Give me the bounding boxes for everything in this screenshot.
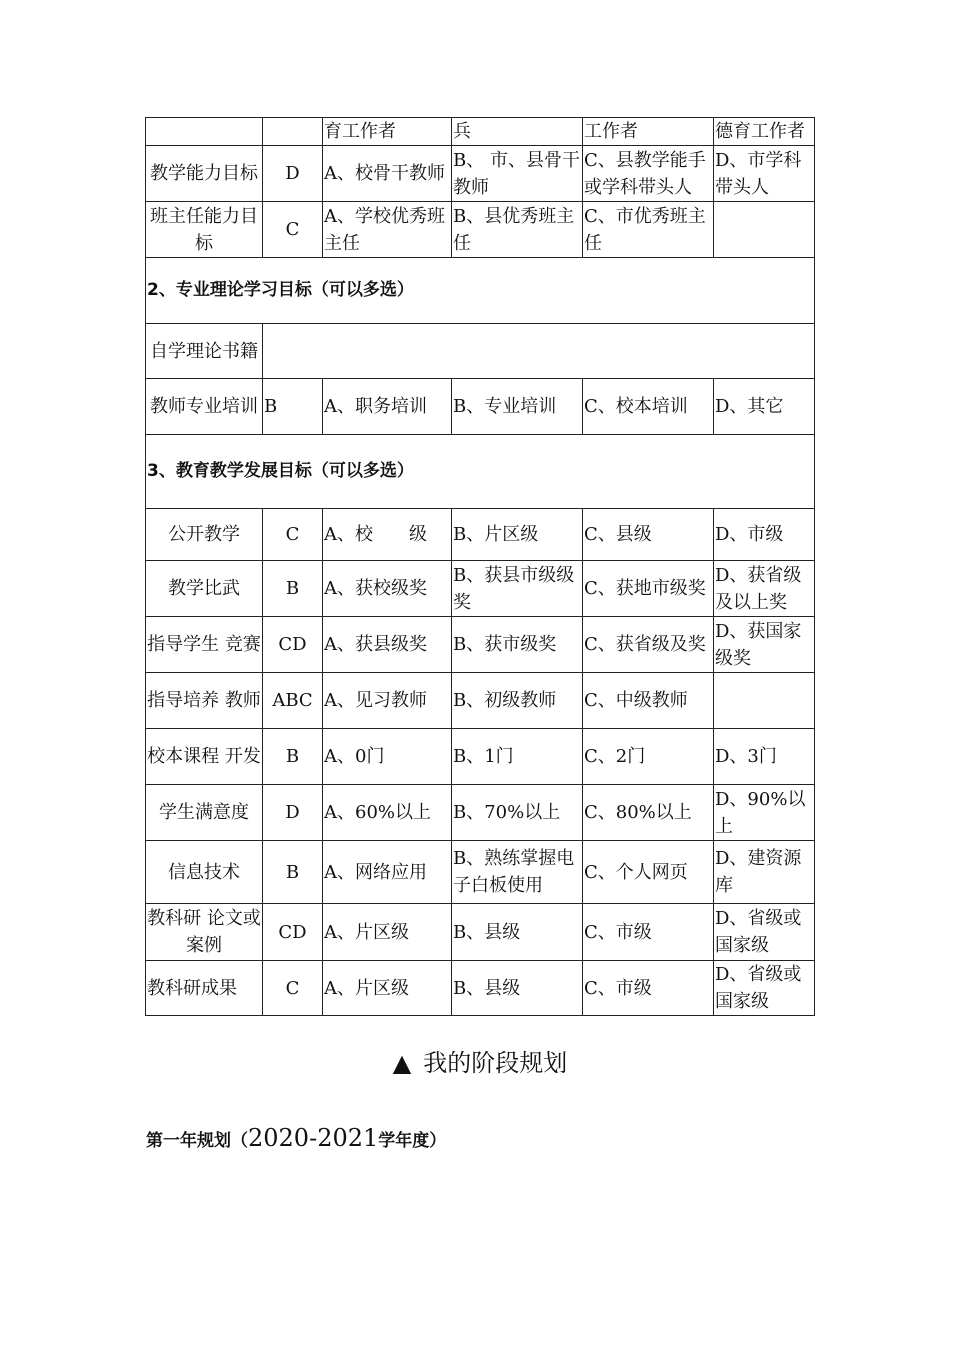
option-c: C、中级教师: [583, 673, 714, 729]
table-row: [146, 904, 815, 961]
row-choice: B: [263, 729, 323, 785]
option-d: D、3门: [714, 729, 815, 785]
table-cell: 德育工作者: [714, 118, 815, 146]
row-label: 班主任能力目标: [146, 202, 263, 258]
option-b: B、获市级奖: [452, 617, 583, 673]
table-row: [146, 561, 815, 617]
option-b: B、片区级: [452, 509, 583, 561]
triangle-icon: ▲: [392, 1049, 412, 1077]
section-title: 3、教育教学发展目标（可以多选）: [146, 435, 815, 509]
table-row: [146, 324, 815, 379]
option-d: D、省级或国家级: [714, 904, 815, 961]
table-row: [146, 841, 815, 904]
option-d: D、市级: [714, 509, 815, 561]
option-a: A、片区级: [323, 961, 452, 1016]
option-c: C、校本培训: [583, 379, 714, 435]
table-cell: 育工作者: [323, 118, 452, 146]
row-label: 教科研成果: [146, 961, 263, 1016]
option-a: A、获校级奖: [323, 561, 452, 617]
table-row: [146, 379, 815, 435]
option-b: B、1门: [452, 729, 583, 785]
option-a: A、网络应用: [323, 841, 452, 904]
year-plan-years: 2020-2021: [248, 1124, 379, 1152]
stage-plan-heading: [0, 1043, 960, 1078]
row-choice: C: [263, 509, 323, 561]
row-label: 指导学生 竞赛: [146, 617, 263, 673]
option-a: A、学校优秀班主任: [323, 202, 452, 258]
option-b: B、获县市级级奖: [452, 561, 583, 617]
option-d: D、获国家级奖: [714, 617, 815, 673]
option-b: B、 市、县骨干教师: [452, 146, 583, 202]
row-choice: B: [263, 561, 323, 617]
option-c: C、个人网页: [583, 841, 714, 904]
goals-table: [145, 117, 815, 1016]
option-c: C、获地市级奖: [583, 561, 714, 617]
option-d: D、建资源库: [714, 841, 815, 904]
year-plan-suffix: 学年度）: [378, 1131, 447, 1151]
heading-text: 我的阶段规划: [423, 1049, 568, 1077]
table-row: [146, 785, 815, 841]
table-header-row: [146, 118, 815, 146]
option-d: D、90%以上: [714, 785, 815, 841]
table-row: [146, 509, 815, 561]
option-a: A、60%以上: [323, 785, 452, 841]
option-a: A、获县级奖: [323, 617, 452, 673]
row-choice: CD: [263, 904, 323, 961]
table-cell: [146, 118, 263, 146]
table-row: [146, 961, 815, 1016]
table-row: [146, 617, 815, 673]
row-label: 教师专业培训: [146, 379, 263, 435]
year-plan-prefix: 第一年规划（: [146, 1131, 248, 1151]
empty-cell: [263, 324, 815, 379]
row-choice: C: [263, 961, 323, 1016]
option-c: C、县教学能手或学科带头人: [583, 146, 714, 202]
option-a: A、校 级: [323, 509, 452, 561]
option-a: A、见习教师: [323, 673, 452, 729]
option-c: C、80%以上: [583, 785, 714, 841]
row-label: 教科研 论文或案例: [146, 904, 263, 961]
option-d: D、获省级及以上奖: [714, 561, 815, 617]
row-choice: D: [263, 146, 323, 202]
option-a: A、校骨干教师: [323, 146, 452, 202]
section-row: [146, 258, 815, 324]
table-row: [146, 729, 815, 785]
option-c: C、获省级及奖: [583, 617, 714, 673]
section-title: 2、专业理论学习目标（可以多选）: [146, 258, 815, 324]
row-choice: D: [263, 785, 323, 841]
option-b: B、县级: [452, 904, 583, 961]
option-c: C、市级: [583, 961, 714, 1016]
option-a: A、0门: [323, 729, 452, 785]
option-a: A、职务培训: [323, 379, 452, 435]
row-label: 指导培养 教师: [146, 673, 263, 729]
option-b: B、熟练掌握电子白板使用: [452, 841, 583, 904]
table-cell: [263, 118, 323, 146]
row-label: 教学能力目标: [146, 146, 263, 202]
row-choice: CD: [263, 617, 323, 673]
option-d: [714, 673, 815, 729]
option-b: B、初级教师: [452, 673, 583, 729]
option-c: C、市级: [583, 904, 714, 961]
option-c: C、2门: [583, 729, 714, 785]
year-plan-title: [146, 1124, 446, 1152]
table-cell: 工作者: [583, 118, 714, 146]
row-label: 自学理论书籍: [146, 324, 263, 379]
row-label: 教学比武: [146, 561, 263, 617]
table-row: [146, 202, 815, 258]
option-d: D、省级或国家级: [714, 961, 815, 1016]
option-d: [714, 202, 815, 258]
option-c: C、市优秀班主任: [583, 202, 714, 258]
table-row: [146, 673, 815, 729]
option-c: C、县级: [583, 509, 714, 561]
row-choice: B: [263, 379, 323, 435]
row-label: 信息技术: [146, 841, 263, 904]
row-label: 校本课程 开发: [146, 729, 263, 785]
table-cell: 兵: [452, 118, 583, 146]
row-choice: B: [263, 841, 323, 904]
table-row: [146, 146, 815, 202]
row-label: 学生满意度: [146, 785, 263, 841]
section-row: [146, 435, 815, 509]
row-label: 公开教学: [146, 509, 263, 561]
row-choice: ABC: [263, 673, 323, 729]
option-b: B、县优秀班主任: [452, 202, 583, 258]
option-b: B、县级: [452, 961, 583, 1016]
option-b: B、专业培训: [452, 379, 583, 435]
option-a: A、片区级: [323, 904, 452, 961]
row-choice: C: [263, 202, 323, 258]
option-b: B、70%以上: [452, 785, 583, 841]
option-d: D、其它: [714, 379, 815, 435]
option-d: D、市学科带头人: [714, 146, 815, 202]
